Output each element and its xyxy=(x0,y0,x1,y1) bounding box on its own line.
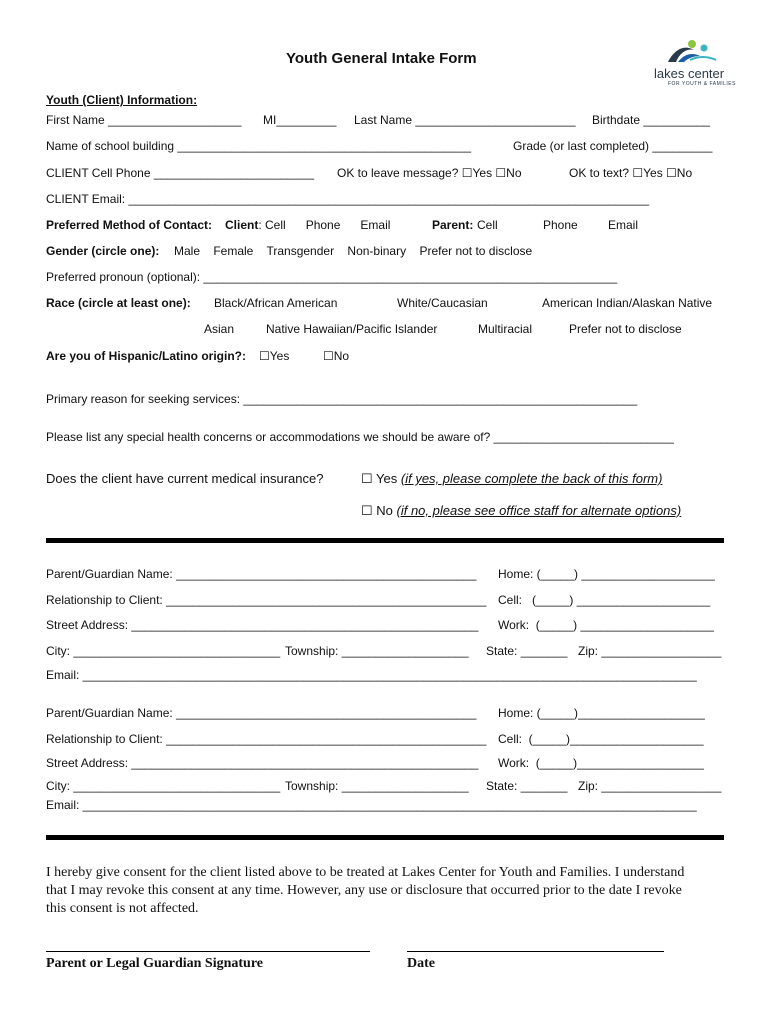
guardian1-state-field[interactable]: State: _______ xyxy=(486,644,568,658)
hispanic-label: Are you of Hispanic/Latino origin?: xyxy=(46,349,247,363)
school-field[interactable]: Name of school building ____________________________________________ xyxy=(46,139,472,153)
grade-field[interactable]: Grade (or last completed) _________ xyxy=(513,139,713,153)
consent-paragraph xyxy=(46,864,730,918)
ok-to-text-checkbox[interactable]: OK to text? ☐Yes ☐No xyxy=(569,166,693,180)
date-label: Date xyxy=(407,956,435,971)
section-divider xyxy=(46,835,724,840)
guardian1-township-field[interactable]: Township: ___________________ xyxy=(285,644,469,658)
guardian1-street-field[interactable]: Street Address: ____________________________________________________ xyxy=(46,618,479,632)
health-concerns-text[interactable]: Please list any special health concerns or accommodations we should be aware of? ___________________________ xyxy=(46,430,674,444)
gender-label: Gender (circle one): xyxy=(46,244,160,258)
hispanic-yes-checkbox[interactable]: ☐Yes xyxy=(259,349,290,363)
guardian1-name-field[interactable] xyxy=(46,567,476,581)
logo-subtitle: FOR YOUTH & FAMILIES xyxy=(668,81,736,87)
guardian1-name-text[interactable]: Parent/Guardian Name: _____________________________________________ xyxy=(46,567,477,581)
client-label: Client xyxy=(225,218,259,232)
guardian2-home-field[interactable]: Home: (_____)___________________ xyxy=(498,706,705,720)
mi-field[interactable]: MI_________ xyxy=(263,113,337,127)
section-divider xyxy=(46,538,724,543)
contact-client-options[interactable] xyxy=(225,218,390,232)
guardian1-relationship-field[interactable]: Relationship to Client: ________________________________________________ xyxy=(46,593,487,607)
race-option-white[interactable]: White/Caucasian xyxy=(397,296,488,310)
insurance-yes-option[interactable] xyxy=(361,471,662,487)
insurance-question: Does the client have current medical insurance? xyxy=(46,471,324,486)
client-cell-field[interactable]: CLIENT Cell Phone ________________________ xyxy=(46,166,315,180)
guardian2-city-field[interactable]: City: _______________________________ xyxy=(46,779,281,793)
race-option-multiracial[interactable]: Multiracial xyxy=(478,322,533,336)
insurance-yes-note: (if yes, please complete the back of this form) xyxy=(400,471,663,486)
guardian2-zip-field[interactable]: Zip: __________________ xyxy=(578,779,722,793)
insurance-no-option[interactable] xyxy=(361,503,681,519)
gender-options[interactable]: Male Female Transgender Non-binary Prefer not to disclose xyxy=(174,244,533,258)
guardian2-work-field[interactable]: Work: (_____)___________________ xyxy=(498,756,704,770)
race-option-black[interactable]: Black/African American xyxy=(214,296,338,310)
guardian2-name-text[interactable]: Parent/Guardian Name: _____________________________________________ xyxy=(46,706,477,720)
race-option-native[interactable]: American Indian/Alaskan Native xyxy=(542,296,713,310)
guardian2-township-field[interactable]: Township: ___________________ xyxy=(285,779,469,793)
parent-label: Parent: xyxy=(432,218,474,232)
insurance-yes-checkbox[interactable]: ☐ Yes xyxy=(361,471,398,486)
hispanic-no-checkbox[interactable]: ☐No xyxy=(323,349,350,363)
contact-method-label: Preferred Method of Contact: xyxy=(46,218,213,232)
guardian2-cell-field[interactable]: Cell: (_____)____________________ xyxy=(498,732,704,746)
pronoun-text[interactable]: Preferred pronoun (optional): ______________________________________________________________ xyxy=(46,270,618,284)
signature-line[interactable] xyxy=(46,951,370,952)
parent-email-option[interactable]: Email xyxy=(608,218,639,232)
parent-cell-option[interactable]: Cell xyxy=(477,218,498,232)
insurance-no-checkbox[interactable]: ☐ No xyxy=(361,503,393,518)
race-option-asian[interactable]: Asian xyxy=(204,322,235,336)
consent-line: this consent is not affected. xyxy=(46,901,199,916)
guardian1-email-field[interactable]: Email: ____________________________________________________________________________________________ xyxy=(46,668,697,682)
race-option-pacific[interactable]: Native Hawaiian/Pacific Islander xyxy=(266,322,438,336)
race-option-no-disclose[interactable]: Prefer not to disclose xyxy=(569,322,682,336)
consent-line: I hereby give consent for the client listed above to be treated at Lakes Center for Youth and Families. I understand xyxy=(46,865,685,880)
signature-label: Parent or Legal Guardian Signature xyxy=(46,956,264,971)
guardian2-state-field[interactable]: State: _______ xyxy=(486,779,568,793)
youth-section-title: Youth (Client) Information: xyxy=(46,93,198,107)
consent-line: that I may revoke this consent at any time. However, any use or disclosure that occurred prior to the date I revoke xyxy=(46,883,682,898)
date-line[interactable] xyxy=(407,951,664,952)
pronoun-field[interactable] xyxy=(46,270,617,284)
health-concerns-field[interactable] xyxy=(46,430,674,444)
guardian2-street-field[interactable]: Street Address: ____________________________________________________ xyxy=(46,756,479,770)
client-email-field[interactable]: CLIENT Email: ______________________________________________________________________________ xyxy=(46,192,650,206)
primary-reason-text[interactable]: Primary reason for seeking services: ___________________________________________________________ xyxy=(46,392,638,406)
guardian1-work-field[interactable]: Work: (_____) ____________________ xyxy=(498,618,714,632)
primary-reason-field[interactable] xyxy=(46,392,637,406)
page-title: Youth General Intake Form xyxy=(286,50,477,67)
logo-name: lakes center xyxy=(654,66,725,81)
client-options[interactable]: : Cell Phone Email xyxy=(258,218,391,232)
last-name-field[interactable]: Last Name ________________________ xyxy=(354,113,576,127)
guardian1-home-field[interactable]: Home: (_____) ____________________ xyxy=(498,567,715,581)
guardian1-zip-field[interactable]: Zip: __________________ xyxy=(578,644,722,658)
guardian2-name-field[interactable] xyxy=(46,706,476,720)
insurance-no-note: (if no, please see office staff for alternate options) xyxy=(396,503,682,518)
guardian2-relationship-field[interactable]: Relationship to Client: ________________________________________________ xyxy=(46,732,487,746)
birthdate-field[interactable]: Birthdate __________ xyxy=(592,113,711,127)
logo xyxy=(654,36,736,87)
guardian1-cell-field[interactable]: Cell: (_____) ____________________ xyxy=(498,593,711,607)
lakes-center-logo-icon xyxy=(654,36,726,66)
ok-leave-message-checkbox[interactable]: OK to leave message? ☐Yes ☐No xyxy=(337,166,522,180)
guardian2-email-field[interactable]: Email: ____________________________________________________________________________________________ xyxy=(46,798,697,812)
first-name-field[interactable]: First Name ____________________ xyxy=(46,113,242,127)
parent-phone-option[interactable]: Phone xyxy=(543,218,578,232)
race-label: Race (circle at least one): xyxy=(46,296,191,310)
guardian1-city-field[interactable]: City: _______________________________ xyxy=(46,644,281,658)
